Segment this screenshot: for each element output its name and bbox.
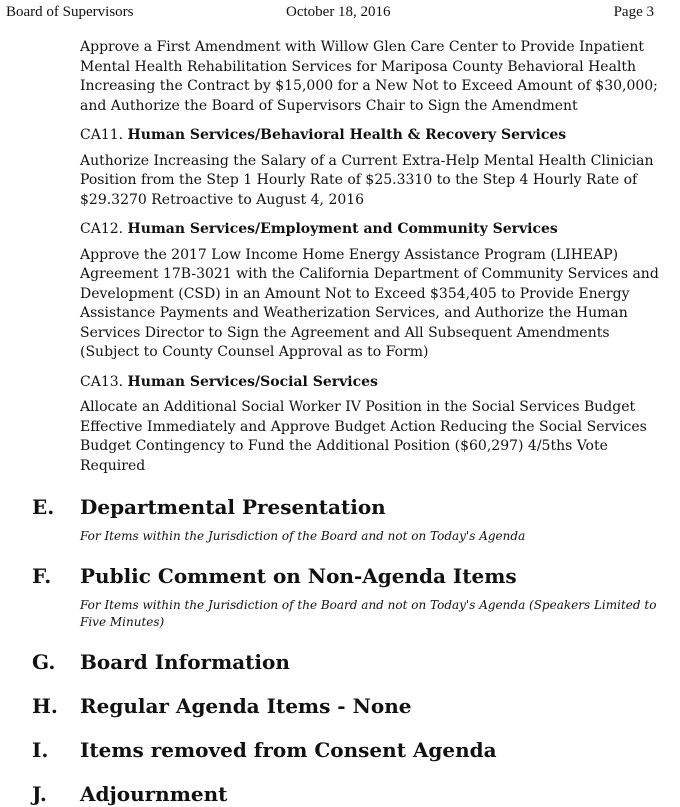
item-text: Allocate an Additional Social Worker IV Position in the Social Services Budget Effective Immediately and Approve Budget Action Reducing the Social Services Budget Contingency to Fund the Additional Position ($60,297) 4/5ths Vote Required [80, 399, 647, 474]
section-f [0, 563, 680, 631]
item-heading [80, 220, 680, 240]
section-i [0, 737, 680, 763]
section-letter: H. [32, 694, 58, 718]
item-text: Approve the 2017 Low Income Home Energy Assistance Program (LIHEAP) Agreement 17B-3021 with the California Department of Community Services and Development (CSD) in an Amount Not to Exceed $354,405 to Provide Energy Assistance Payments and Weatherization Services, and Authorize the Human Services Director to Sign the Agreement and All Subsequent Amendments (Subject to County Counsel Approval as to Form) [80, 246, 659, 360]
agenda-item-ca11 [0, 126, 680, 210]
header-page-number: Page 3 [613, 4, 654, 20]
section-j [0, 781, 680, 807]
item-title: Human Services/Behavioral Health & Recovery Services [127, 127, 567, 143]
item-title: Human Services/Employment and Community Services [127, 221, 558, 237]
section-title: Items removed from Consent Agenda [80, 738, 497, 762]
item-title: Human Services/Social Services [127, 373, 378, 390]
agenda-content [0, 38, 680, 807]
section-g [0, 649, 680, 675]
item-number: CA12. [80, 221, 124, 237]
page-header [6, 4, 654, 24]
section-note: For Items within the Jurisdiction of the Board and not on Today's Agenda (Speakers Limited to Five Minutes) [80, 598, 657, 629]
section-title: Adjournment [80, 782, 228, 806]
item-number: CA13. [80, 373, 124, 390]
section-letter: E. [32, 495, 55, 519]
section-title: Board Information [80, 650, 290, 674]
header-board-name: Board of Supervisors [6, 4, 134, 20]
section-title: Regular Agenda Items - None [80, 694, 412, 718]
agenda-item-ca13 [0, 373, 680, 477]
section-title: Public Comment on Non-Agenda Items [80, 564, 517, 588]
section-letter: G. [32, 650, 56, 674]
section-e [0, 494, 680, 545]
continued-item-text: Approve a First Amendment with Willow Glen Care Center to Provide Inpatient Mental Health Rehabilitation Services for Mariposa County Behavioral Health Increasing the Contract by $15,000 for a New Not to Exceed Amount of $30,000; and Authorize the Board of Supervisors Chair to Sign the Amendment [80, 39, 658, 114]
section-title: Departmental Presentation [80, 495, 386, 519]
section-note: For Items within the Jurisdiction of the Board and not on Today's Agenda [80, 529, 526, 543]
item-heading [80, 126, 680, 146]
header-date: October 18, 2016 [286, 4, 391, 20]
section-letter: F. [32, 564, 52, 588]
section-letter: J. [32, 782, 47, 806]
section-letter: I. [32, 738, 49, 762]
item-heading [80, 373, 680, 393]
agenda-item-ca12 [0, 220, 680, 363]
item-number: CA11. [80, 127, 124, 143]
item-text: Authorize Increasing the Salary of a Current Extra-Help Mental Health Clinician Position from the Step 1 Hourly Rate of $25.3310 to the Step 4 Hourly Rate of $29.3270 Retroactive to August 4, 2016 [80, 152, 654, 208]
section-h [0, 693, 680, 719]
